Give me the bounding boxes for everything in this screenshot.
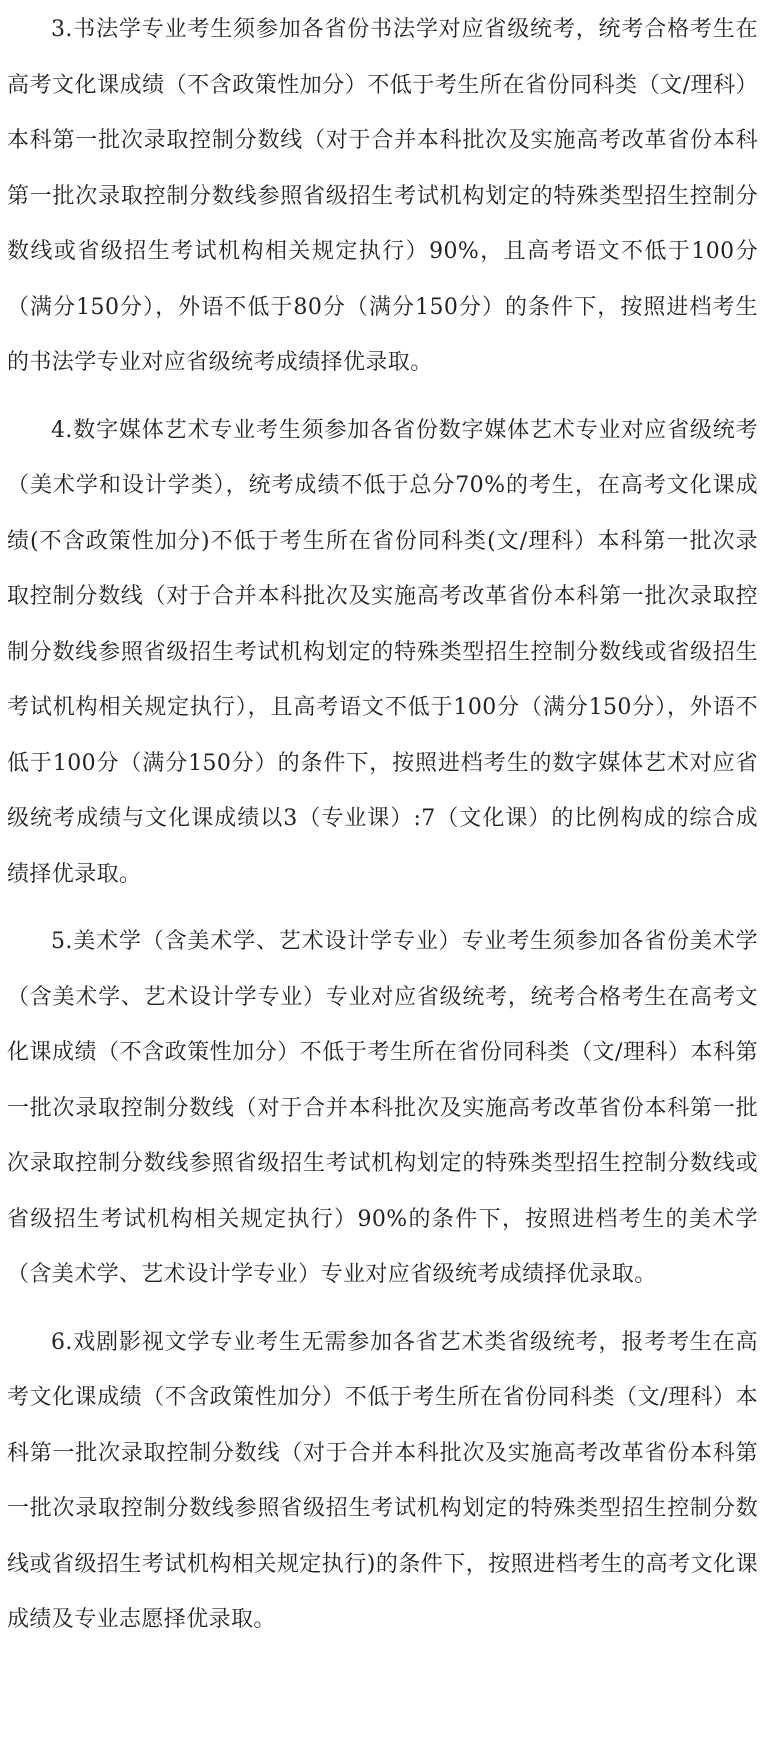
paragraph-fine-arts: 5.美术学（含美术学、艺术设计学专业）专业考生须参加各省份美术学（含美术学、艺术设计学专业）专业对应省级统考，统考合格考生在高考文化课成绩（不含政策性加分）不低于考生所在省份同科类（文/理科）本科第一批次录取控制分数线（对于合并本科批次及实施高考改革省份本科第一批次录取控制分数线参照省级招生考试机构划定的特殊类型招生控制分数线或省级招生考试机构相关规定执行）90%的条件下，按照进档考生的美术学（含美术学、艺术设计学专业）专业对应省级统考成绩择优录取。 <box>7 929 758 1287</box>
paragraph-calligraphy: 3.书法学专业考生须参加各省份书法学对应省级统考，统考合格考生在高考文化课成绩（不含政策性加分）不低于考生所在省份同科类（文/理科）本科第一批次录取控制分数线（对于合并本科批次及实施高考改革省份本科第一批次录取控制分数线参照省级招生考试机构划定的特殊类型招生控制分数线或省级招生考试机构相关规定执行）90%，且高考语文不低于100分（满分150分），外语不低于80分（满分150分）的条件下，按照进档考生的书法学专业对应省级统考成绩择优录取。 <box>7 17 758 375</box>
paragraph-drama-film-literature: 6.戏剧影视文学专业考生无需参加各省艺术类省级统考，报考考生在高考文化课成绩（不含政策性加分）不低于考生所在省份同科类（文/理科）本科第一批次录取控制分数线（对于合并本科批次及实施高考改革省份本科第一批次录取控制分数线参照省级招生考试机构划定的特殊类型招生控制分数线或省级招生考试机构相关规定执行)的条件下，按照进档考生的高考文化课成绩及专业志愿择优录取。 <box>7 1329 758 1632</box>
paragraph-digital-media-art: 4.数字媒体艺术专业考生须参加各省份数字媒体艺术专业对应省级统考（美术学和设计学类），统考成绩不低于总分70%的考生，在高考文化课成绩(不含政策性加分)不低于考生所在省份同科类(文/理科）本科第一批次录取控制分数线（对于合并本科批次及实施高考改革省份本科第一批次录取控制分数线参照省级招生考试机构划定的特殊类型招生控制分数线或省级招生考试机构相关规定执行），且高考语文不低于100分（满分150分），外语不低于100分（满分150分）的条件下，按照进档考生的数字媒体艺术对应省级统考成绩与文化课成绩以3（专业课）:7（文化课）的比例构成的综合成绩择优录取。 <box>7 417 759 887</box>
